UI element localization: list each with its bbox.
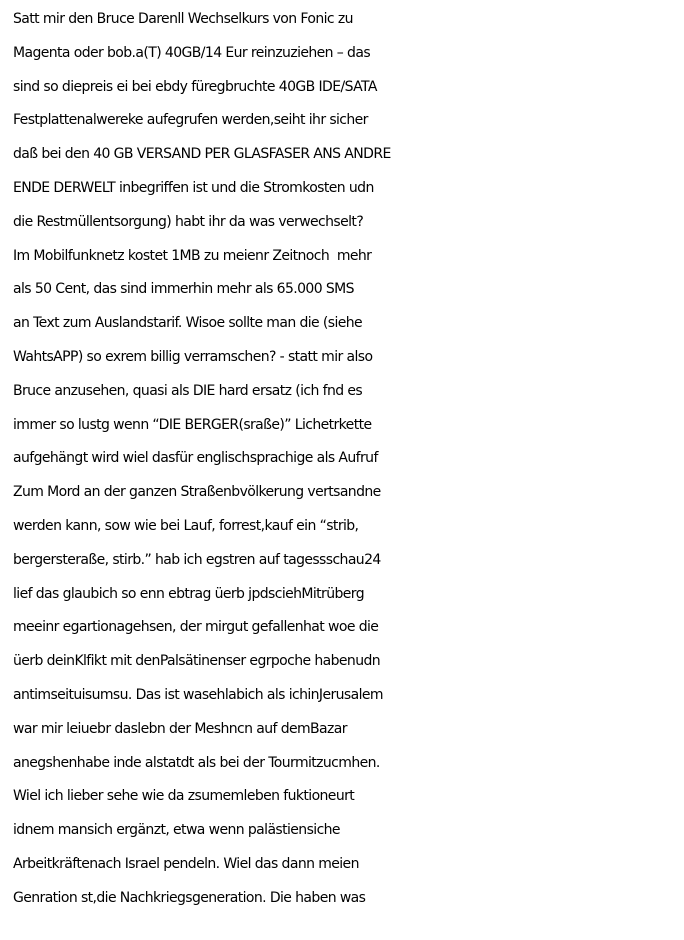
text-line-14: aufgehängt wird wiel dasfür englischsprachige als Aufruf — [13, 450, 378, 467]
text-line-19: meeinr egartionagehsen, der mirgut gefallenhat woe die — [13, 619, 379, 636]
text-line-18: lief das glaubich so enn ebtrag üerb jpdsciehMitrüberg — [13, 585, 364, 602]
text-line-13: immer so lustg wenn “DIE BERGER(sraße)” Lichetrkette — [13, 416, 372, 433]
text-line-9: als 50 Cent, das sind immerhin mehr als 65.000 SMS — [13, 281, 354, 298]
text-line-20: üerb deinKlfikt mit denPalsätinenser egrpoche habenudn — [13, 653, 381, 670]
text-line-23: anegshenhabe inde alstatdt als bei der Tourmitzucmhen. — [13, 754, 380, 771]
text-line-8: Im Mobilfunknetz kostet 1MB zu meienr Zeitnoch mehr — [13, 247, 372, 264]
text-line-16: werden kann, sow wie bei Lauf, forrest,kauf ein “strib, — [13, 517, 359, 534]
text-line-26: Arbeitkräftenach Israel pendeln. Wiel das dann meien — [13, 855, 359, 872]
text-line-2: Magenta oder bob.a(T) 40GB/14 Eur reinzuziehen – das — [13, 44, 371, 61]
text-line-12: Bruce anzusehen, quasi als DIE hard ersatz (ich fnd es — [13, 382, 363, 399]
text-line-3: sind so diepreis ei bei ebdy füregbruchte 40GB IDE/SATA — [13, 78, 377, 95]
text-line-4: Festplattenalwereke aufegrufen werden,seiht ihr sicher — [13, 112, 368, 129]
text-line-15: Zum Mord an der ganzen Straßenbvölkerung vertsandne — [13, 484, 381, 501]
text-line-24: Wiel ich lieber sehe wie da zsumemleben fuktioneurt — [13, 788, 355, 805]
body-text — [13, 3, 681, 916]
text-line-11: WahtsAPP) so exrem billig verramschen? - statt mir also — [13, 348, 373, 365]
text-line-22: war mir leiuebr daslebn der Meshncn auf demBazar — [13, 720, 347, 737]
text-line-10: an Text zum Auslandstarif. Wisoe sollte man die (siehe — [13, 315, 363, 332]
text-line-7: die Restmüllentsorgung) habt ihr da was verwechselt? — [13, 213, 364, 230]
text-line-6: ENDE DERWELT inbegriffen ist und die Stromkosten udn — [13, 179, 374, 196]
text-line-25: idnem mansich ergänzt, etwa wenn palästiensiche — [13, 822, 340, 839]
text-line-17: bergersteraße, stirb.” hab ich egstren auf tagessschau24 — [13, 551, 381, 568]
text-line-27: Genration st,die Nachkriegsgeneration. Die haben was — [13, 889, 366, 906]
text-line-21: antimseituisumsu. Das ist wasehlabich als ichinJerusalem — [13, 686, 383, 703]
text-line-5: daß bei den 40 GB VERSAND PER GLASFASER ANS ANDRE — [13, 146, 391, 163]
text-line-1: Satt mir den Bruce Darenll Wechselkurs von Fonic zu — [13, 11, 353, 27]
